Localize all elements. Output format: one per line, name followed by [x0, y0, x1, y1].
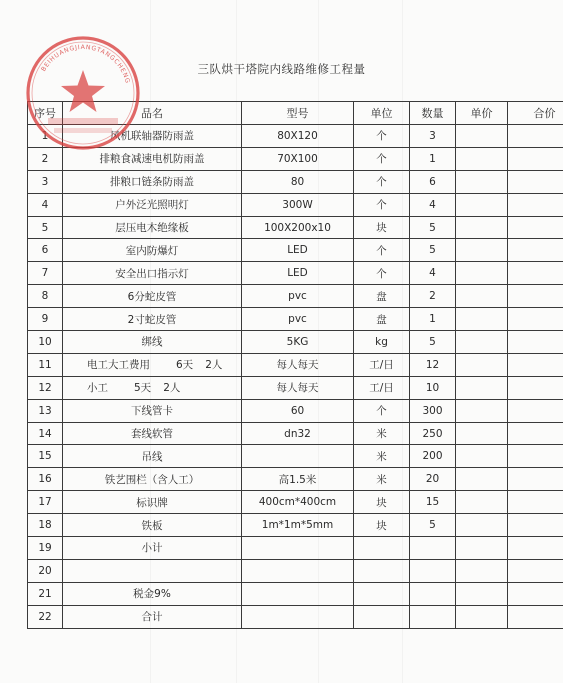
row-item-name: 标识牌	[63, 491, 242, 514]
row-total-price	[508, 262, 563, 285]
header-name: 品名	[63, 102, 242, 125]
row-item-name: 排粮食减速电机防雨盖	[63, 147, 242, 170]
row-item-name: 排粮口链条防雨盖	[63, 170, 242, 193]
row-quantity: 1	[410, 308, 456, 331]
row-quantity	[410, 605, 456, 628]
row-unit: 个	[354, 239, 410, 262]
row-total-price	[508, 376, 563, 399]
row-model: 1m*1m*5mm	[242, 514, 354, 537]
row-unit-price	[456, 239, 508, 262]
row-quantity	[410, 582, 456, 605]
table-row	[28, 125, 563, 148]
table-row	[28, 193, 563, 216]
table-row	[28, 170, 563, 193]
row-total-price	[508, 491, 563, 514]
row-unit-price	[456, 559, 508, 582]
row-item-name: 绑线	[63, 331, 242, 354]
row-item-name: 铁板	[63, 514, 242, 537]
row-number: 1	[28, 125, 63, 148]
table-row	[28, 353, 563, 376]
row-total-price	[508, 399, 563, 422]
header-no: 序号	[28, 102, 63, 125]
item-people: 2人	[205, 359, 223, 372]
row-total-price	[508, 170, 563, 193]
row-number: 22	[28, 605, 63, 628]
row-unit-price	[456, 170, 508, 193]
row-model: 每人每天	[242, 353, 354, 376]
table-row	[28, 147, 563, 170]
row-total-price	[508, 285, 563, 308]
row-total-price	[508, 193, 563, 216]
work-quantity-table	[27, 101, 563, 629]
table-row	[28, 376, 563, 399]
row-unit-price	[456, 125, 508, 148]
row-unit: 工/日	[354, 353, 410, 376]
row-model: 高1.5米	[242, 468, 354, 491]
row-total-price	[508, 559, 563, 582]
row-item-name: 2寸蛇皮管	[63, 308, 242, 331]
row-number: 4	[28, 193, 63, 216]
row-unit: 盘	[354, 308, 410, 331]
row-quantity: 3	[410, 125, 456, 148]
row-number: 11	[28, 353, 63, 376]
row-number: 18	[28, 514, 63, 537]
table-row	[28, 559, 563, 582]
row-quantity: 250	[410, 422, 456, 445]
row-total-price	[508, 582, 563, 605]
row-item-name: 户外泛光照明灯	[63, 193, 242, 216]
row-number: 15	[28, 445, 63, 468]
row-model: dn32	[242, 422, 354, 445]
row-number: 3	[28, 170, 63, 193]
item-people: 2人	[163, 382, 181, 395]
row-total-price	[508, 125, 563, 148]
row-number: 14	[28, 422, 63, 445]
table-row	[28, 491, 563, 514]
row-item-name: 吊线	[63, 445, 242, 468]
row-total-price	[508, 216, 563, 239]
row-total-price	[508, 239, 563, 262]
row-total-price	[508, 308, 563, 331]
row-unit: 个	[354, 193, 410, 216]
row-model	[242, 605, 354, 628]
row-item-name: 室内防爆灯	[63, 239, 242, 262]
row-quantity: 15	[410, 491, 456, 514]
row-quantity: 4	[410, 262, 456, 285]
row-quantity	[410, 537, 456, 560]
row-unit: 个	[354, 170, 410, 193]
row-unit-price	[456, 353, 508, 376]
row-item-name: 风机联轴器防雨盖	[63, 125, 242, 148]
row-unit-price	[456, 193, 508, 216]
row-unit: 米	[354, 422, 410, 445]
item-days: 6天	[176, 359, 194, 372]
row-unit-price	[456, 285, 508, 308]
row-unit: 盘	[354, 285, 410, 308]
row-unit-price	[456, 376, 508, 399]
row-unit-price	[456, 216, 508, 239]
table-row	[28, 216, 563, 239]
table-header-row	[28, 102, 563, 125]
row-quantity: 10	[410, 376, 456, 399]
table-row	[28, 239, 563, 262]
row-number: 2	[28, 147, 63, 170]
row-total-price	[508, 331, 563, 354]
row-unit-price	[456, 468, 508, 491]
row-quantity: 20	[410, 468, 456, 491]
item-days: 5天	[134, 382, 152, 395]
row-unit: kg	[354, 331, 410, 354]
table-row	[28, 422, 563, 445]
row-unit-price	[456, 514, 508, 537]
row-number: 16	[28, 468, 63, 491]
row-unit-price	[456, 308, 508, 331]
row-item-name	[63, 353, 242, 376]
row-model: 70X100	[242, 147, 354, 170]
row-number: 9	[28, 308, 63, 331]
table-row	[28, 285, 563, 308]
table-row	[28, 468, 563, 491]
header-model: 型号	[242, 102, 354, 125]
row-unit	[354, 582, 410, 605]
row-model: 80X120	[242, 125, 354, 148]
row-unit: 个	[354, 147, 410, 170]
row-unit-price	[456, 422, 508, 445]
row-unit: 个	[354, 125, 410, 148]
row-model	[242, 445, 354, 468]
row-number: 17	[28, 491, 63, 514]
row-model: LED	[242, 239, 354, 262]
row-unit	[354, 605, 410, 628]
row-unit: 块	[354, 216, 410, 239]
row-unit-price	[456, 262, 508, 285]
row-unit-price	[456, 147, 508, 170]
row-total-price	[508, 353, 563, 376]
row-item-name: 层压电木绝缘板	[63, 216, 242, 239]
row-total-price	[508, 514, 563, 537]
row-model: 60	[242, 399, 354, 422]
table-row	[28, 582, 563, 605]
row-model: LED	[242, 262, 354, 285]
row-number: 10	[28, 331, 63, 354]
row-model: pvc	[242, 285, 354, 308]
row-model: 100X200x10	[242, 216, 354, 239]
row-quantity: 4	[410, 193, 456, 216]
row-quantity: 300	[410, 399, 456, 422]
row-quantity: 5	[410, 239, 456, 262]
row-unit-price	[456, 399, 508, 422]
row-model	[242, 559, 354, 582]
row-number: 5	[28, 216, 63, 239]
row-item-name	[63, 376, 242, 399]
row-unit: 个	[354, 399, 410, 422]
row-total-price	[508, 468, 563, 491]
header-total: 合价	[508, 102, 563, 125]
header-unit: 单位	[354, 102, 410, 125]
row-item-name: 安全出口指示灯	[63, 262, 242, 285]
item-name-text: 电工大工费用	[87, 359, 150, 372]
row-unit: 个	[354, 262, 410, 285]
row-quantity: 5	[410, 514, 456, 537]
row-unit-price	[456, 445, 508, 468]
table-row	[28, 514, 563, 537]
row-item-name: 6分蛇皮管	[63, 285, 242, 308]
row-number: 12	[28, 376, 63, 399]
row-total-price	[508, 422, 563, 445]
row-item-name: 套线软管	[63, 422, 242, 445]
row-total-price	[508, 605, 563, 628]
row-item-name: 小计	[63, 537, 242, 560]
row-number: 20	[28, 559, 63, 582]
document-title: 三队烘干塔院内线路维修工程量	[197, 62, 366, 76]
row-quantity: 1	[410, 147, 456, 170]
row-model: 每人每天	[242, 376, 354, 399]
row-item-name: 铁艺围栏（含人工）	[63, 468, 242, 491]
table-row	[28, 537, 563, 560]
row-item-name: 合计	[63, 605, 242, 628]
row-item-name	[63, 559, 242, 582]
row-number: 8	[28, 285, 63, 308]
table-row	[28, 445, 563, 468]
row-number: 7	[28, 262, 63, 285]
row-number: 13	[28, 399, 63, 422]
header-qty: 数量	[410, 102, 456, 125]
row-number: 19	[28, 537, 63, 560]
row-unit: 米	[354, 468, 410, 491]
row-unit-price	[456, 491, 508, 514]
row-unit	[354, 559, 410, 582]
row-quantity: 2	[410, 285, 456, 308]
table-row	[28, 399, 563, 422]
row-model	[242, 537, 354, 560]
row-number: 6	[28, 239, 63, 262]
header-price: 单价	[456, 102, 508, 125]
row-quantity: 200	[410, 445, 456, 468]
row-quantity: 5	[410, 331, 456, 354]
row-item-name: 税金9%	[63, 582, 242, 605]
row-model: 5KG	[242, 331, 354, 354]
row-unit-price	[456, 605, 508, 628]
row-model: 400cm*400cm	[242, 491, 354, 514]
row-unit-price	[456, 331, 508, 354]
row-quantity: 5	[410, 216, 456, 239]
row-unit	[354, 537, 410, 560]
row-total-price	[508, 537, 563, 560]
row-model: 300W	[242, 193, 354, 216]
item-name-text: 小工	[87, 382, 108, 395]
table-row	[28, 605, 563, 628]
row-model: 80	[242, 170, 354, 193]
row-unit-price	[456, 582, 508, 605]
row-model	[242, 582, 354, 605]
row-total-price	[508, 445, 563, 468]
row-item-name: 下线管卡	[63, 399, 242, 422]
row-number: 21	[28, 582, 63, 605]
row-unit: 块	[354, 491, 410, 514]
row-unit: 块	[354, 514, 410, 537]
row-quantity	[410, 559, 456, 582]
table-row	[28, 331, 563, 354]
row-unit: 米	[354, 445, 410, 468]
row-model: pvc	[242, 308, 354, 331]
row-quantity: 6	[410, 170, 456, 193]
table-row	[28, 308, 563, 331]
seal-ring-text: BEIHUANGJIANGTANGCHENG	[40, 43, 132, 85]
table-row	[28, 262, 563, 285]
row-total-price	[508, 147, 563, 170]
row-unit: 工/日	[354, 376, 410, 399]
row-unit-price	[456, 537, 508, 560]
row-quantity: 12	[410, 353, 456, 376]
